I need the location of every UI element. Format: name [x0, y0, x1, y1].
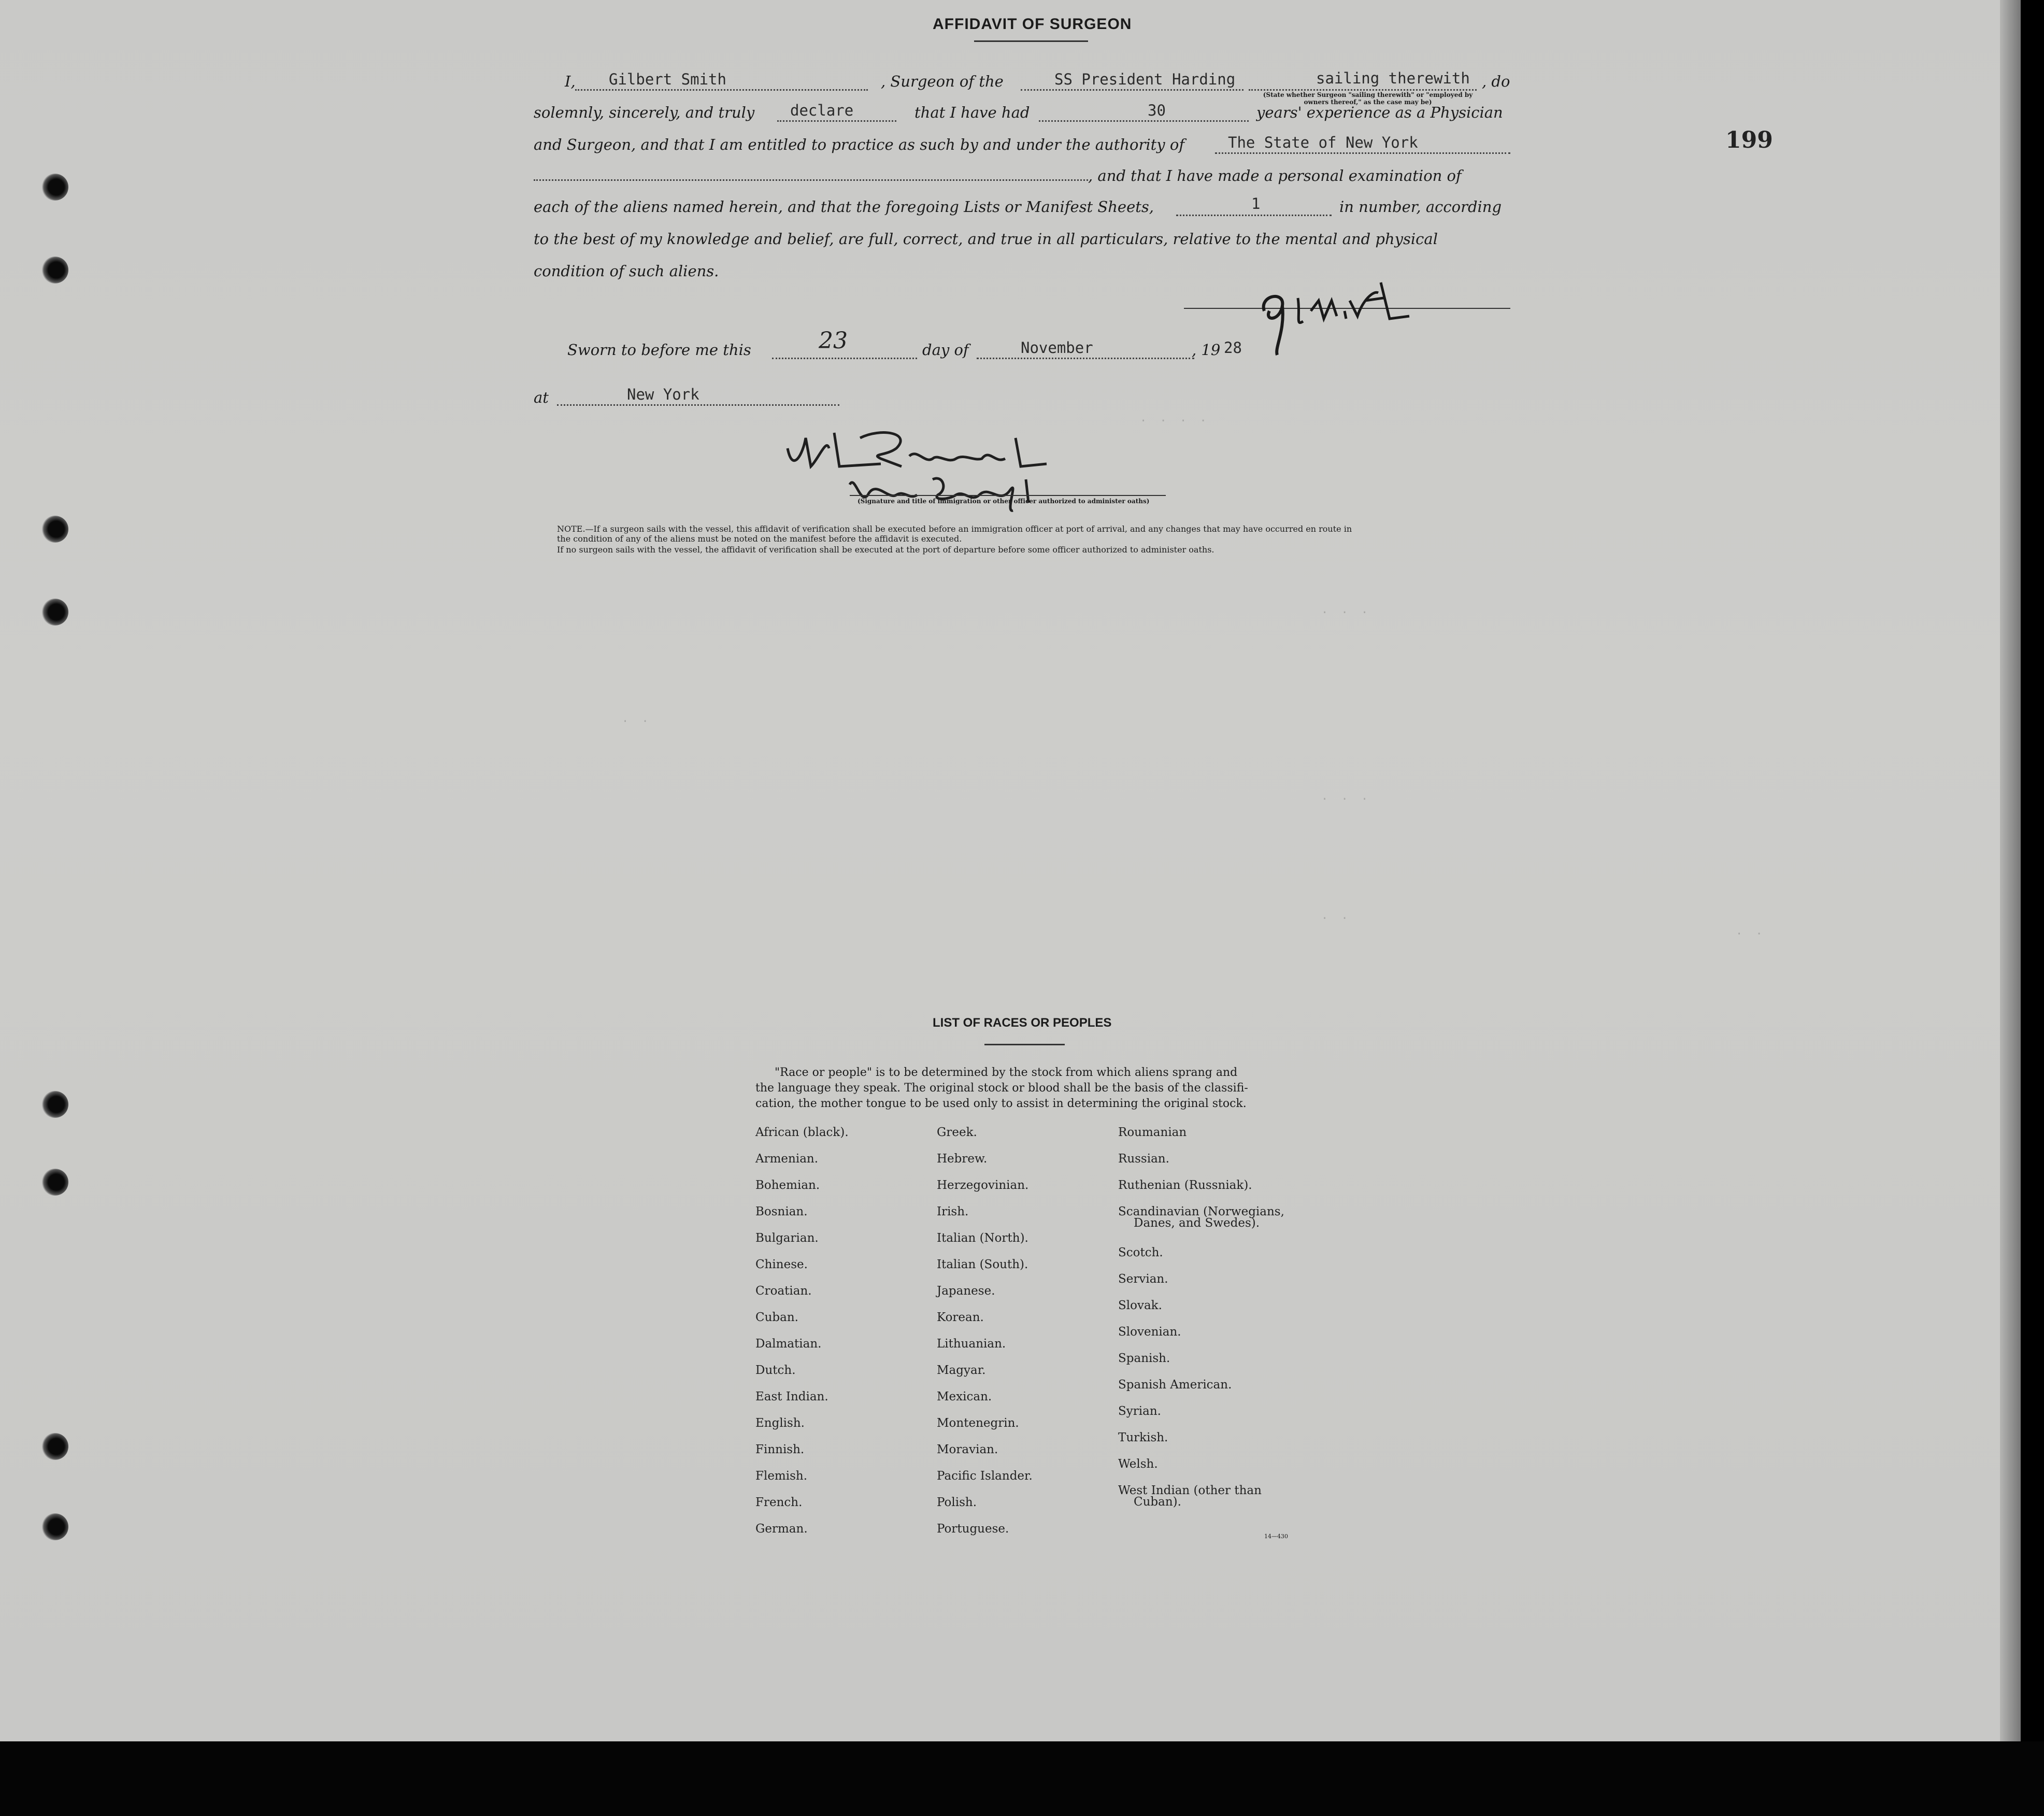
race-item: Bulgarian.	[755, 1231, 819, 1245]
race-item: Russian.	[1118, 1152, 1169, 1166]
line-2c: years' experience as a Physician	[1256, 104, 1503, 121]
race-item: Herzegovinian.	[937, 1179, 1029, 1192]
binder-hole	[41, 516, 68, 543]
binder-hole	[41, 1433, 68, 1460]
race-item: Magyar.	[937, 1364, 986, 1377]
race-item: Cuban.	[755, 1311, 798, 1324]
race-item: Dalmatian.	[755, 1337, 822, 1351]
note-line-1: NOTE.—If a surgeon sails with the vessel, this affidavit of verification shall be executed before an immigration officer at port of arrival, and any changes that may have occurred en route in	[557, 524, 1352, 534]
line-5a: each of the aliens named herein, and that the foregoing Lists or Manifest Sheets,	[534, 198, 1154, 216]
line-4: , and that I have made a personal examination of	[1088, 167, 1462, 185]
binder-hole	[41, 599, 68, 626]
race-item: Irish.	[937, 1205, 969, 1218]
status-instruction: (State whether Surgeon "sailing therewith" or "employed by owners thereof," as the case may be)	[1263, 91, 1473, 106]
officer-caption: (Signature and title of immigration or other officer authorized to administer oaths)	[857, 498, 1150, 505]
race-item: African (black).	[755, 1126, 849, 1139]
line-2a: solemnly, sincerely, and truly	[534, 104, 755, 121]
officer-signature-line	[850, 495, 1166, 496]
race-item: Japanese.	[937, 1284, 995, 1298]
race-item: English.	[755, 1416, 805, 1430]
race-item: West Indian (other than	[1118, 1484, 1262, 1497]
race-item: French.	[755, 1496, 803, 1509]
day-blank	[772, 358, 917, 359]
sworn-label: Sworn to before me this	[567, 341, 751, 359]
form-number: 14—430	[1264, 1533, 1288, 1540]
race-item: Bosnian.	[755, 1205, 808, 1218]
place-blank	[557, 404, 839, 406]
race-item: Italian (North).	[937, 1231, 1028, 1245]
race-item: Spanish American.	[1118, 1378, 1232, 1392]
race-item: Korean.	[937, 1311, 984, 1324]
race-item: Polish.	[937, 1496, 977, 1509]
sworn-day: 23	[819, 328, 848, 354]
race-item: Flemish.	[755, 1469, 808, 1483]
race-item: Welsh.	[1118, 1457, 1158, 1471]
affidavit-title: AFFIDAVIT OF SURGEON	[933, 16, 1132, 33]
race-item: Syrian.	[1118, 1404, 1161, 1418]
sheets-blank	[1176, 215, 1332, 216]
note-line-2: the condition of any of the aliens must be noted on the manifest before the affidavit is executed.	[557, 534, 962, 544]
races-intro-2: the language they speak. The original stock or blood shall be the basis of the classifi-	[755, 1082, 1248, 1095]
race-item: Bohemian.	[755, 1179, 820, 1192]
races-title-underline	[984, 1044, 1065, 1045]
binder-hole	[41, 257, 68, 283]
race-item: Greek.	[937, 1126, 977, 1139]
sheets-value: 1	[1251, 195, 1261, 212]
surgeon-name: Gilbert Smith	[609, 70, 726, 88]
race-item: Scotch.	[1118, 1246, 1163, 1259]
race-item: Ruthenian (Russniak).	[1118, 1179, 1252, 1192]
race-item: Finnish.	[755, 1443, 805, 1456]
race-item: Lithuanian.	[937, 1337, 1006, 1351]
race-item: Roumanian	[1118, 1126, 1187, 1139]
status-blank	[1249, 89, 1477, 91]
surgeon-signature	[1254, 269, 1425, 358]
day-of-label: day of	[922, 341, 969, 359]
years-value: 30	[1148, 102, 1166, 119]
sworn-month: November	[1021, 339, 1093, 357]
binder-hole	[41, 1513, 68, 1540]
at-label: at	[534, 389, 549, 406]
race-item: Chinese.	[755, 1258, 808, 1271]
sailing-status: sailing therewith	[1316, 69, 1470, 87]
race-item: Spanish.	[1118, 1352, 1170, 1365]
line-5b: in number, according	[1339, 198, 1502, 216]
title-underline	[974, 40, 1088, 42]
line-2b: that I have had	[914, 104, 1030, 121]
race-item: Armenian.	[755, 1152, 819, 1166]
authority-blank	[1215, 152, 1510, 154]
note-line-3: If no surgeon sails with the vessel, the affidavit of verification shall be executed at the port of departure before some officer authorized to administer oaths.	[557, 545, 1214, 555]
race-item-continuation: Cuban).	[1134, 1495, 1181, 1509]
race-item: Mexican.	[937, 1390, 992, 1403]
do-label: , do	[1482, 73, 1510, 90]
document-page: · · · · · · · · · · · · · · · · 199 AFFIDAVIT OF SURGEON I, Gilbert Smith , Surgeon of the SS President Harding sailing therewith , do (State whether Surgeon "sailing therewith" or "employed by owners thereof," as the case may be) solemnly, sincerely, and truly declare that I have had 30 years' experience as a Physician and Surgeon, and that I am entitled to practice as such by and under the authority of The State of New York , and that I have made a personal examination of each of the aliens named herein, and that the foregoing Lists or Manifest Sheets, 1 in number, according to the best of my knowledge and belief, are full, correct, and true in all particulars, relative to the mental and physical condition of such aliens. Sworn to before me this 23 day of November , 19 28 at New York (Signature and title of immigration or other officer authorized to administer oaths) NOTE.—If a surgeon sails with the vessel, this affidavit of verification shall be executed before an immigration officer at port of arrival, and any changes that may have occurred en route in the condition of any of the aliens must be noted on the manifest before the affidavit is executed. If no surgeon sails with the vessel, the affidavit of verification shall be executed at the port of departure before some officer authorized to administer oaths. LIST OF RACES OR PEOPLES "Race or people" is to be determined by the stock from which aliens sprang and the language they speak. The original stock or blood shall be the basis of the classifi- cation, the mother tongue to be used only to assist in determining the original stock. African (black). Armenian. Bohemian. Bosnian. Bulgarian. Chinese. Croatian. Cuban. Dalmatian. Dutch. East Indian. English. Finnish. Flemish. French. German. Greek. Hebrew. Herzegovinian. Irish. Italian (North). Italian (South). Japanese. Korean. Lithuanian. Magyar. Mexican. Montenegrin. Moravian. Pacific Islander. Polish. Portuguese. Roumanian Russian. Ruthenian (Russniak). Scandinavian (Norwegians, Danes, and Swedes). Scotch. Servian. Slovak. Slovenian. Spanish. Spanish American. Syrian. Turkish. Welsh. West Indian (other than Cuban). 14—430	[0, 0, 2021, 1741]
declare-value: declare	[790, 102, 854, 119]
line-3a: and Surgeon, and that I am entitled to practice as such by and under the authority of	[534, 136, 1185, 153]
races-title: LIST OF RACES OR PEOPLES	[933, 1016, 1112, 1030]
scan-border	[0, 1741, 2044, 1816]
binder-hole	[41, 174, 68, 201]
authority-blank-2	[534, 179, 1088, 181]
race-item: German.	[755, 1522, 808, 1536]
ship-name: SS President Harding	[1054, 70, 1236, 88]
month-blank	[977, 358, 1194, 359]
binder-hole	[41, 1169, 68, 1196]
declare-blank	[777, 120, 896, 122]
line-6: to the best of my knowledge and belief, are full, correct, and true in all particulars, relative to the mental and physical	[534, 230, 1438, 248]
race-item: Servian.	[1118, 1272, 1168, 1286]
ship-blank	[1021, 89, 1243, 91]
race-item: Croatian.	[755, 1284, 812, 1298]
years-blank	[1039, 120, 1249, 122]
i-label: I,	[565, 73, 576, 90]
sworn-year: 28	[1224, 339, 1242, 357]
page-number: 199	[1725, 127, 1773, 153]
race-item: Scandinavian (Norwegians,	[1118, 1205, 1284, 1218]
race-item: Italian (South).	[937, 1258, 1028, 1271]
race-item: East Indian.	[755, 1390, 828, 1403]
authority-value: The State of New York	[1228, 134, 1418, 151]
race-item: Montenegrin.	[937, 1416, 1019, 1430]
races-intro-1: "Race or people" is to be determined by the stock from which aliens sprang and	[775, 1066, 1238, 1079]
line-7: condition of such aliens.	[534, 262, 719, 280]
race-item: Portuguese.	[937, 1522, 1009, 1536]
race-item: Turkish.	[1118, 1431, 1168, 1444]
race-item-continuation: Danes, and Swedes).	[1134, 1216, 1260, 1230]
name-blank	[575, 89, 868, 91]
page-edge-shadow	[2000, 0, 2021, 1741]
surgeon-of-label: , Surgeon of the	[881, 73, 1004, 90]
race-item: Dutch.	[755, 1364, 796, 1377]
race-item: Slovenian.	[1118, 1325, 1181, 1339]
race-item: Pacific Islander.	[937, 1469, 1033, 1483]
race-item: Slovak.	[1118, 1299, 1162, 1312]
race-item: Moravian.	[937, 1443, 998, 1456]
races-intro-3: cation, the mother tongue to be used only to assist in determining the original stock.	[755, 1097, 1247, 1110]
binder-hole	[41, 1091, 68, 1118]
place-value: New York	[627, 386, 699, 403]
race-item: Hebrew.	[937, 1152, 988, 1166]
year-prefix: , 19	[1192, 341, 1221, 359]
